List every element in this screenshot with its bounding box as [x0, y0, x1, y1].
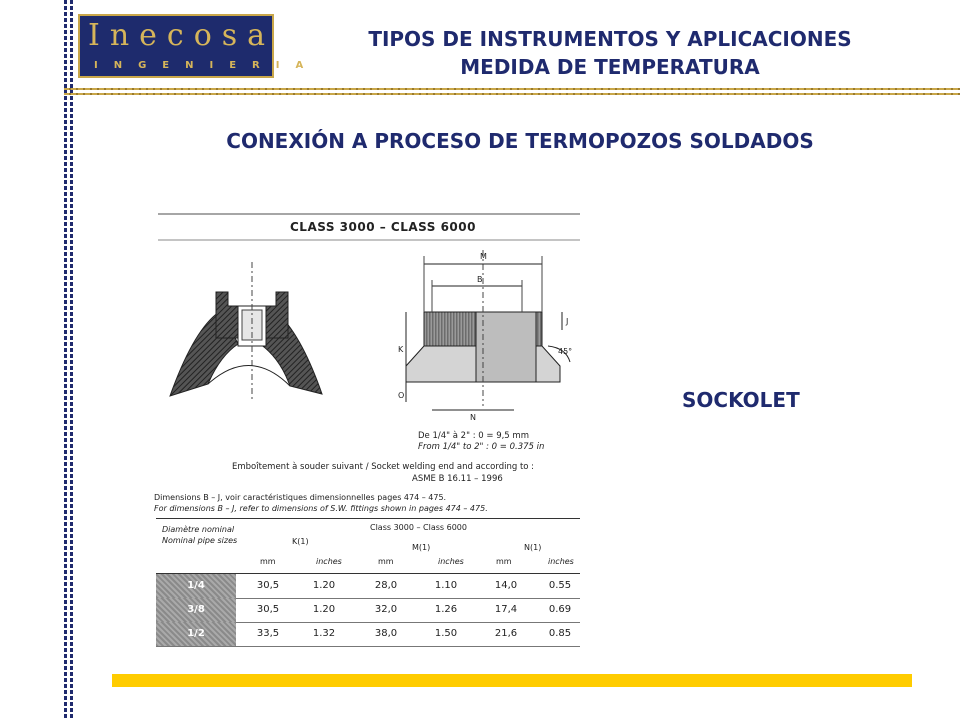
- row-n-mm: 21,6: [494, 628, 518, 639]
- unit-m-in: inches: [438, 557, 464, 566]
- class-header: CLASS 3000 – CLASS 6000: [290, 220, 476, 234]
- row-size: 3/8: [156, 598, 236, 622]
- header-rule-bottom: [64, 93, 960, 95]
- dim-label-angle: 45°: [558, 347, 573, 356]
- col-size-en: Nominal pipe sizes: [162, 536, 238, 545]
- logo-subtitle: INGENIERIA: [94, 60, 320, 71]
- page-title-line1: TIPOS DE INSTRUMENTOS Y APLICACIONES: [368, 27, 852, 51]
- elevation-view: [406, 250, 573, 410]
- row-size: 1/4: [156, 574, 236, 598]
- row-k-mm: 30,5: [256, 580, 280, 591]
- row-k-mm: 33,5: [256, 628, 280, 639]
- note-dims-fr: Dimensions B – J, voir caractéristiques dimensionnelles pages 474 – 475.: [154, 493, 447, 502]
- col-m-header: M(1): [412, 543, 431, 552]
- unit-n-mm: mm: [496, 557, 512, 566]
- row-m-mm: 38,0: [374, 628, 398, 639]
- left-rail-outer: [64, 0, 67, 720]
- row-n-mm: 17,4: [494, 604, 518, 615]
- row-n-in: 0.69: [548, 604, 572, 615]
- section-view: [170, 262, 322, 402]
- dim-label-k: K: [398, 345, 404, 354]
- row-m-in: 1.10: [434, 580, 458, 591]
- row-m-in: 1.26: [434, 604, 458, 615]
- col-n-header: N(1): [524, 543, 542, 552]
- section-title: CONEXIÓN A PROCESO DE TERMOPOZOS SOLDADOS: [226, 129, 814, 153]
- row-n-mm: 14,0: [494, 580, 518, 591]
- note-socket-line1: Emboîtement à souder suivant / Socket welding end and according to :: [232, 462, 535, 472]
- row-k-in: 1.20: [312, 580, 336, 591]
- table-row: [156, 622, 580, 647]
- col-k-header: K(1): [292, 537, 309, 546]
- table-row: [156, 574, 580, 599]
- dimension-table-header: [156, 518, 580, 574]
- inecosa-logo: [78, 14, 320, 78]
- sockolet-technical-figure: [150, 206, 586, 646]
- header-rule-top: [64, 88, 960, 90]
- row-m-mm: 32,0: [374, 604, 398, 615]
- note-dims-en: For dimensions B – J, refer to dimensions of S.W. fittings shown in pages 474 – 475.: [154, 504, 488, 513]
- dim-label-m: M: [480, 252, 487, 261]
- row-m-in: 1.50: [434, 628, 458, 639]
- unit-k-in: inches: [316, 557, 342, 566]
- dim-label-b: B: [477, 275, 483, 284]
- note-fr: De 1/4" à 2" : 0 = 9,5 mm: [418, 431, 529, 441]
- col-size-fr: Diamètre nominal: [162, 525, 235, 534]
- page-title-line2: MEDIDA DE TEMPERATURA: [460, 55, 760, 79]
- row-k-in: 1.32: [312, 628, 336, 639]
- unit-k-mm: mm: [260, 557, 276, 566]
- dim-label-o: O: [398, 391, 405, 400]
- logo-wordmark: Inecosa: [88, 18, 276, 53]
- note-socket-line2: ASME B 16.11 – 1996: [412, 474, 503, 484]
- sockolet-label: SOCKOLET: [682, 388, 800, 412]
- unit-n-in: inches: [548, 557, 574, 566]
- row-size: 1/2: [156, 622, 236, 646]
- row-k-in: 1.20: [312, 604, 336, 615]
- row-m-mm: 28,0: [374, 580, 398, 591]
- row-n-in: 0.85: [548, 628, 572, 639]
- dim-label-j: J: [566, 317, 569, 326]
- row-n-in: 0.55: [548, 580, 572, 591]
- table-row: [156, 598, 580, 623]
- unit-m-mm: mm: [378, 557, 394, 566]
- class-group-header: Class 3000 – Class 6000: [370, 523, 467, 532]
- note-en: From 1/4" to 2" : 0 = 0.375 in: [418, 442, 545, 452]
- footer-bar: [112, 674, 912, 687]
- left-rail-inner: [70, 0, 73, 720]
- dim-label-n: N: [470, 413, 476, 422]
- row-k-mm: 30,5: [256, 604, 280, 615]
